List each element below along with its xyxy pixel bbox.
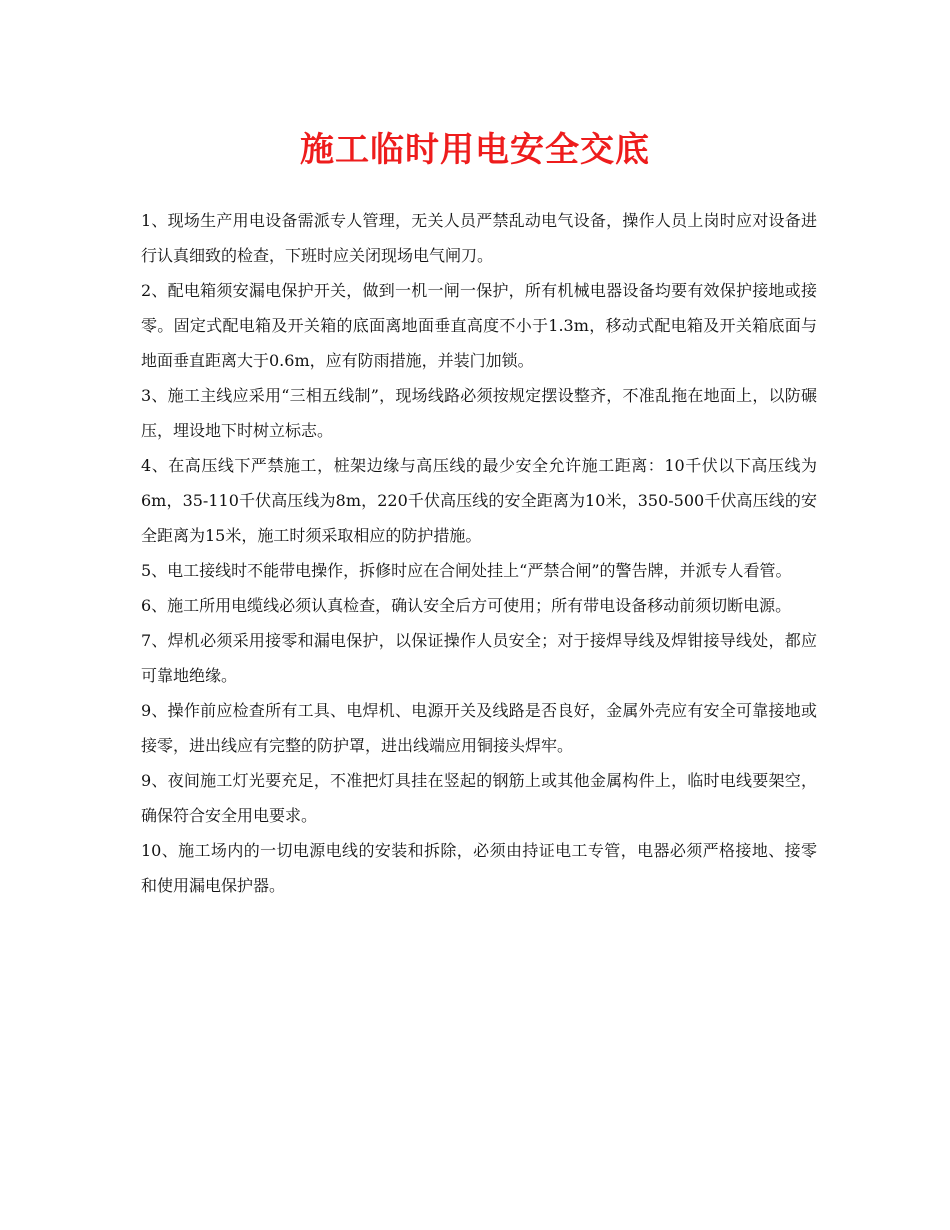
paragraph-6: 6、施工所用电缆线必须认真检查，确认安全后方可使用；所有带电设备移动前须切断电源。 xyxy=(141,596,792,615)
document-body xyxy=(141,203,817,903)
paragraph-7: 7、焊机必须采用接零和漏电保护，以保证操作人员安全；对于接焊导线及焊钳接导线处，都应可靠地绝缘。 xyxy=(141,631,817,685)
document-title: 施工临时用电安全交底 xyxy=(300,130,650,170)
paragraph-3: 3、施工主线应采用“三相五线制”，现场线路必须按规定摆设整齐，不准乱拖在地面上，以防碾压，埋设地下时树立标志。 xyxy=(141,386,817,440)
paragraph-1: 1、现场生产用电设备需派专人管理，无关人员严禁乱动电气设备，操作人员上岗时应对设备进行认真细致的检查，下班时应关闭现场电气闸刀。 xyxy=(141,211,817,265)
paragraph-2: 2、配电箱须安漏电保护开关，做到一机一闸一保护，所有机械电器设备均要有效保护接地或接零。固定式配电箱及开关箱的底面离地面垂直高度不小于1.3m，移动式配电箱及开关箱底面与地面垂直距离大于0.6m，应有防雨措施，并装门加锁。 xyxy=(141,281,817,370)
paragraph-4: 4、在高压线下严禁施工，桩架边缘与高压线的最少安全允许施工距离：10千伏以下高压线为6m，35-110千伏高压线为8m，220千伏高压线的安全距离为10米，350-500千伏高压线的安全距离为15米，施工时须采取相应的防护措施。 xyxy=(141,456,817,545)
paragraph-8: 9、操作前应检查所有工具、电焊机、电源开关及线路是否良好，金属外壳应有安全可靠接地或接零，进出线应有完整的防护罩，进出线端应用铜接头焊牢。 xyxy=(141,701,817,755)
paragraph-5: 5、电工接线时不能带电操作，拆修时应在合闸处挂上“严禁合闸”的警告牌，并派专人看管。 xyxy=(141,561,792,580)
paragraph-9: 9、夜间施工灯光要充足，不准把灯具挂在竖起的钢筋上或其他金属构件上，临时电线要架空，确保符合安全用电要求。 xyxy=(141,771,817,825)
paragraph-10: 10、施工场内的一切电源电线的安装和拆除，必须由持证电工专管，电器必须严格接地、接零和使用漏电保护器。 xyxy=(141,841,817,895)
